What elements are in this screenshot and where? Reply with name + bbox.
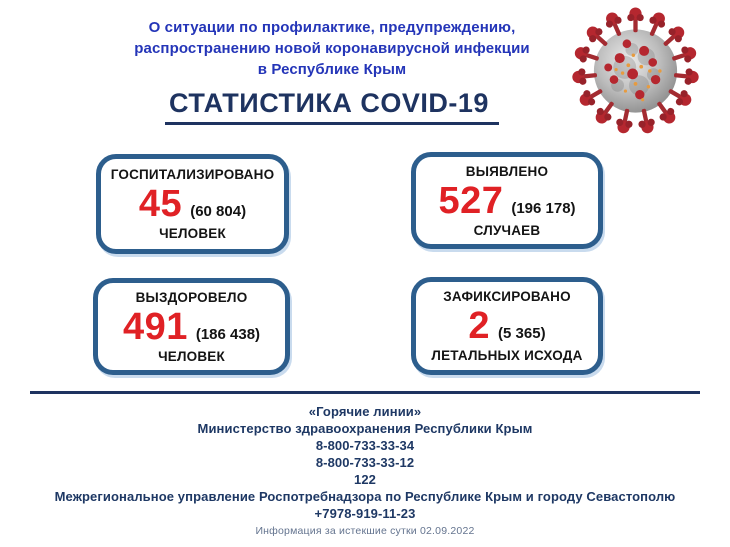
title-wrap: [30, 88, 634, 125]
footer-org-rospotrebnadzor: Межрегиональное управление Роспотребнадзора по Республике Крым и городу Севастополю: [54, 489, 676, 504]
header-line-3: в Республике Крым: [257, 61, 407, 78]
footer-hotlines: [0, 403, 730, 540]
header-line-1: О ситуации по профилактике, предупреждению,: [148, 19, 516, 36]
coronavirus-icon: [553, 5, 718, 137]
stat-card-deaths: [411, 277, 603, 375]
stat-value-row: [122, 305, 261, 348]
footer-phone-3: 122: [354, 472, 376, 487]
header-text: [30, 17, 634, 80]
stat-value: 45: [138, 183, 183, 225]
footer-hotlines-title: «Горячие линии»: [308, 404, 422, 419]
stat-cumulative-total: (5 365): [498, 325, 546, 342]
divider-line: [30, 391, 700, 394]
footer-phone-2: 8-800-733-33-12: [315, 455, 415, 470]
stat-value: 491: [122, 305, 188, 348]
stat-card-recovered: [93, 278, 290, 375]
stat-value-row: [468, 307, 545, 345]
stat-label: ГОСПИТАЛИЗИРОВАНО: [110, 167, 275, 182]
page-title: СТАТИСТИКА COVID-19: [165, 88, 499, 125]
stat-unit: СЛУЧАЕВ: [473, 222, 541, 238]
stat-label: ЗАФИКСИРОВАНО: [443, 289, 571, 304]
stat-unit: ЧЕЛОВЕК: [159, 226, 226, 241]
footer-phone-4: +7978-919-11-23: [314, 506, 416, 521]
stat-label: ВЫЗДОРОВЕЛО: [135, 289, 248, 305]
stat-cumulative-total: (60 804): [190, 203, 247, 220]
stat-value-row: [139, 185, 246, 223]
footer-phone-1: 8-800-733-33-34: [315, 438, 415, 453]
header-line-2: распространению новой коронавирусной инфекции: [134, 40, 530, 57]
footer-org-minzdrav: Министерство здравоохранения Республики Крым: [197, 421, 533, 436]
footer-note: Информация за истекшие сутки 02.09.2022: [255, 525, 475, 537]
stat-cumulative-total: (196 178): [511, 199, 576, 217]
stat-card-hospitalized: [96, 154, 289, 254]
stat-unit: ЧЕЛОВЕК: [158, 348, 225, 364]
stat-label: ВЫЯВЛЕНО: [465, 163, 549, 179]
stat-value: 527: [438, 179, 504, 222]
stat-value-row: [438, 179, 576, 222]
stat-cumulative-total: (186 438): [195, 325, 261, 343]
stat-unit: ЛЕТАЛЬНЫХ ИСХОДА: [431, 348, 583, 363]
stat-value: 2: [468, 305, 491, 347]
stat-card-detected: [411, 152, 603, 249]
